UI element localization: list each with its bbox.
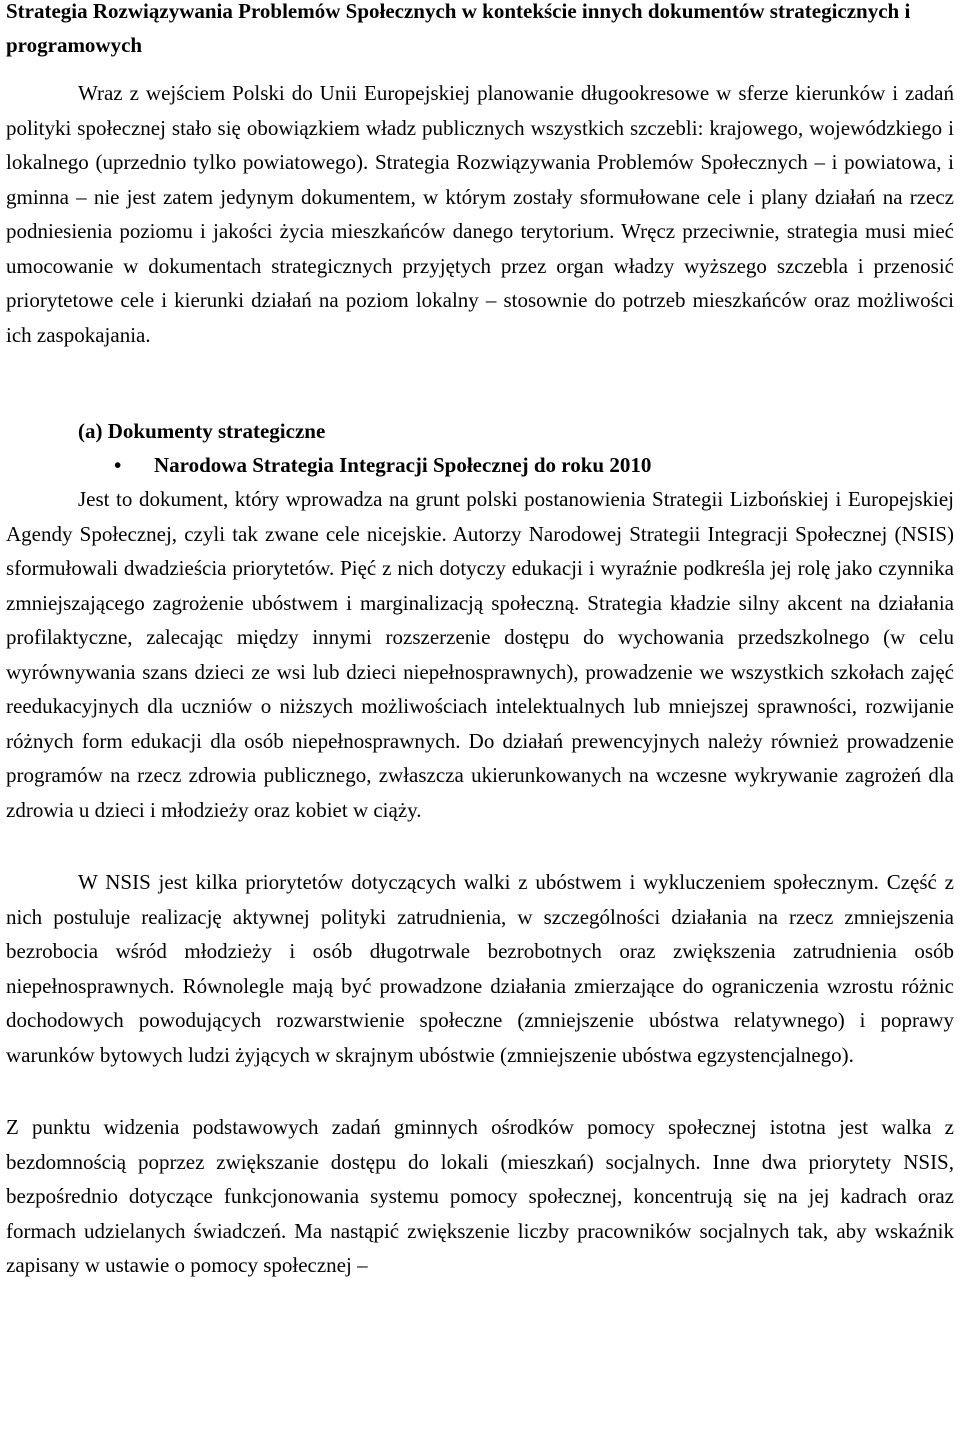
spacer [6, 1072, 954, 1110]
spacer [6, 827, 954, 865]
bullet-title: Narodowa Strategia Integracji Społecznej do roku 2010 [154, 453, 652, 477]
intro-paragraph: Wraz z wejściem Polski do Unii Europejskiej planowanie długookresowe w sferze kierunków i zadań polityki społecznej stało się obowiązkiem władz publicznych wszystkich szczebli: krajowego, wojewódzkiego i lokalnego (uprzednio tylko powiatowego). Strategia Rozwiązywania Problemów Społecznych – i powiatowa, i gminna – nie jest zatem jedynym dokumentem, w którym zostały sformułowane cele i plany działań na rzecz podniesienia poziomu i jakości życia mieszkańców danego terytorium. Wręcz przeciwnie, strategia musi mieć umocowanie w dokumentach strategicznych przyjętych przez organ władzy wyższego szczebla i przenosić priorytetowe cele i kierunki działań na poziom lokalny – stosownie do potrzeb mieszkańców oraz możliwości ich zaspokajania. [6, 81, 954, 347]
document-title: Strategia Rozwiązywania Problemów Społecznych w kontekście innych dokumentów strategicznych i programowych [6, 0, 911, 57]
paragraph: Z punktu widzenia podstawowych zadań gminnych ośrodków pomocy społecznej istotna jest walka z bezdomnością poprzez zwiększanie dostępu do lokali (mieszkań) socjalnych. Inne dwa priorytety NSIS, bezpośrednio dotyczące funkcjonowania systemu pomocy społecznej, koncentrują się na jej kadrach oraz formach udzielanych świadczeń. Ma nastąpić zwiększenie liczby pracowników socjalnych tak, aby wskaźnik zapisany w ustawie o pomocy społecznej – [6, 1115, 954, 1277]
paragraph: W NSIS jest kilka priorytetów dotyczących walki z ubóstwem i wykluczeniem społecznym. Część z nich postuluje realizację aktywnej polityki zatrudnienia, w szczególności działania na rzecz zmniejszenia bezrobocia wśród młodzieży i osób długotrwale bezrobotnych oraz zwiększenia zatrudnienia osób niepełnosprawnych. Równolegle mają być prowadzone działania zmierzające do ograniczenia wzrostu różnic dochodowych powodujących rozwarstwienie społeczne (zmniejszenie ubóstwa relatywnego) i poprawy warunków bytowych ludzi żyjących w skrajnym ubóstwie (zmniejszenie ubóstwa egzystencjalnego). [6, 870, 954, 1067]
spacer [6, 352, 954, 414]
spacer [6, 62, 954, 76]
bullet-icon: • [114, 453, 122, 477]
bullet-item [6, 448, 954, 482]
paragraph: Jest to dokument, który wprowadza na grunt polski postanowienia Strategii Lizbońskiej i Europejskiej Agendy Społecznej, czyli tak zwane cele nicejskie. Autorzy Narodowej Strategii Integracji Społecznej (NSIS) sformułowali dwadzieścia priorytetów. Pięć z nich dotyczy edukacji i wyraźnie podkreśla jej rolę jako czynnika zmniejszającego zagrożenie ubóstwem i marginalizacją społeczną. Strategia kładzie silny akcent na działania profilaktyczne, zalecając między innymi rozszerzenie dostępu do wychowania przedszkolnego (w celu wyrównywania szans dzieci ze wsi lub dzieci niepełnosprawnych), prowadzenie we wszystkich szkołach zajęć reedukacyjnych dla uczniów o niższych możliwościach intelektualnych lub mniejszej sprawności, rozwijanie różnych form edukacji dla osób niepełnosprawnych. Do działań prewencyjnych należy również prowadzenie programów na rzecz zdrowia publicznego, zwłaszcza ukierunkowanych na wczesne wykrywanie zagrożeń dla zdrowia u dzieci i młodzieży oraz kobiet w ciąży. [6, 487, 954, 822]
section-heading: (a) Dokumenty strategiczne [78, 419, 326, 443]
